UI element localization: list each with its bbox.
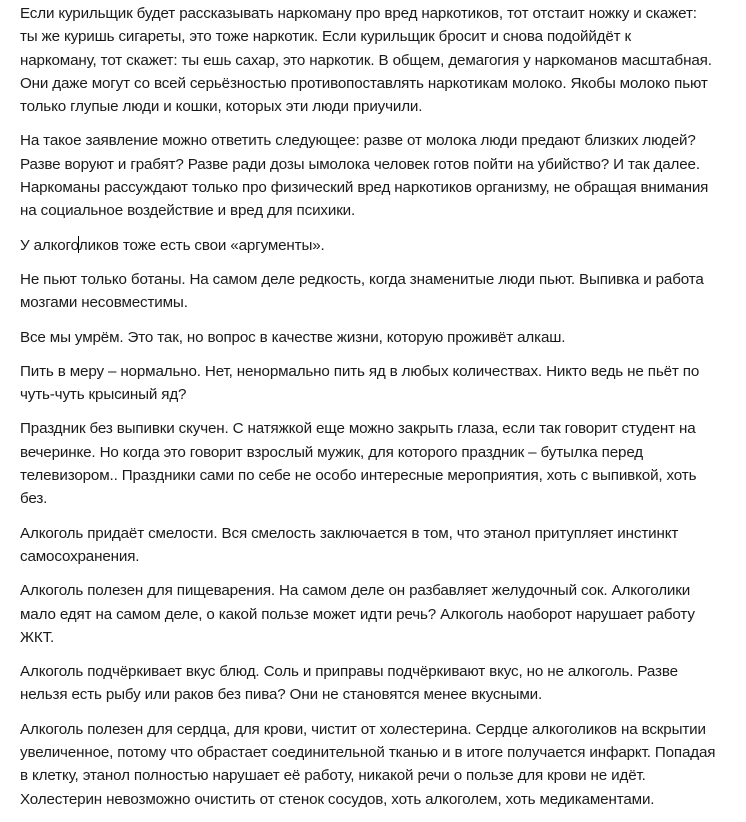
text-line: в клетку, этанол полностью нарушает её работу, никакой речи о пользе для крови не идёт. <box>20 767 646 785</box>
text-line: на социальное воздействие и вред для психики. <box>20 202 356 220</box>
text-line: без. <box>20 490 48 508</box>
text-line: Разве воруют и грабят? Разве ради дозы ымолока человек готов пойти на убийство? И так далее. <box>20 155 700 173</box>
text-line: телевизором.. Праздники сами по себе не особо интересные мероприятия, хоть с выпивкой, хоть <box>20 467 697 485</box>
text-line: мало едят на самом деле, о какой пользе может идти речь? Алкоголь наоборот нарушает работу <box>20 605 695 623</box>
text-line: Наркоманы рассуждают только про физический вред наркотиков организму, не обращая внимания <box>20 179 709 197</box>
text-line: мозгами несовместимы. <box>20 294 188 312</box>
text-line: ЖКТ. <box>20 628 55 646</box>
paragraph-courage <box>20 522 736 569</box>
paragraph-digestion <box>20 579 736 649</box>
paragraph-alcoholics-arguments <box>20 234 736 257</box>
text-line: Все мы умрём. Это так, но вопрос в качестве жизни, которую проживёт алкаш. <box>20 328 566 346</box>
paragraph-holiday <box>20 417 736 510</box>
text-line: только глупые люди и кошки, которых эти люди приучили. <box>20 98 423 116</box>
text-before-caret: У алкого <box>20 236 79 254</box>
text-line: нельзя есть рыбу или раков без пива? Они не становятся менее вкусными. <box>20 686 543 704</box>
text-line: самосохранения. <box>20 547 140 565</box>
text-line: чуть-чуть крысиный яд? <box>20 386 187 404</box>
text-line: Не пьют только ботаны. На самом деле редкость, когда знаменитые люди пьют. Выпивка и работа <box>20 270 704 288</box>
text-line: ты же куришь сигареты, это тоже наркотик. Если курильщик бросит и снова подоййдёт к <box>20 28 632 46</box>
text-after-caret: ликов тоже есть свои «аргументы». <box>78 236 325 254</box>
text-line: Алкоголь полезен для пищеварения. На самом деле он разбавляет желудочный сок. Алкоголики <box>20 582 691 600</box>
text-line: Пить в меру – нормально. Нет, ненормально пить яд в любых количествах. Никто ведь не пьёт по <box>20 362 700 380</box>
text-line: Они даже могут со всей серьёзностью противопоставлять наркотикам молоко. Якобы молоко пьют <box>20 74 708 92</box>
paragraph-milk-rebuttal <box>20 129 736 222</box>
paragraph-drug-addict-demagogy <box>20 2 736 118</box>
paragraph-taste <box>20 660 736 707</box>
text-line: вечеринке. Но когда это говорит взрослый мужик, для которого праздник – бутылка перед <box>20 443 644 461</box>
paragraph-nerds <box>20 268 736 315</box>
paragraph-heart <box>20 718 736 811</box>
text-line: Если курильщик будет рассказывать наркоману про вред наркотиков, тот отстаит ножку и скажет: <box>20 5 697 22</box>
text-line: Праздник без выпивки скучен. С натяжкой еще можно закрыть глаза, если так говорит студент на <box>20 420 696 438</box>
text-line: Алкоголь подчёркивает вкус блюд. Соль и приправы подчёркивают вкус, но не алкоголь. Разве <box>20 663 678 681</box>
document-body[interactable] <box>20 2 736 822</box>
text-line: Алкоголь полезен для сердца, для крови, чистит от холестерина. Сердце алкоголиков на вскрытии <box>20 720 706 738</box>
text-line: На такое заявление можно ответить следующее: разве от молока люди предают близких людей? <box>20 132 696 150</box>
text-line: наркоману, тот скажет: ты ешь сахар, это наркотик. В общем, демагогия у наркоманов масштабная. <box>20 51 712 69</box>
text-line: увеличенное, потому что обрастает соединительной тканью и в итоге получается инфаркт. Попадая <box>20 744 716 762</box>
text-line: Алкоголь придаёт смелости. Вся смелость заключается в том, что этанол притупляет инстинкт <box>20 524 679 542</box>
paragraph-moderation <box>20 360 736 407</box>
text-line: Холестерин невозможно очистить от стенок сосудов, хоть алкоголем, хоть медикаментами. <box>20 790 655 808</box>
paragraph-we-all-die <box>20 326 736 349</box>
